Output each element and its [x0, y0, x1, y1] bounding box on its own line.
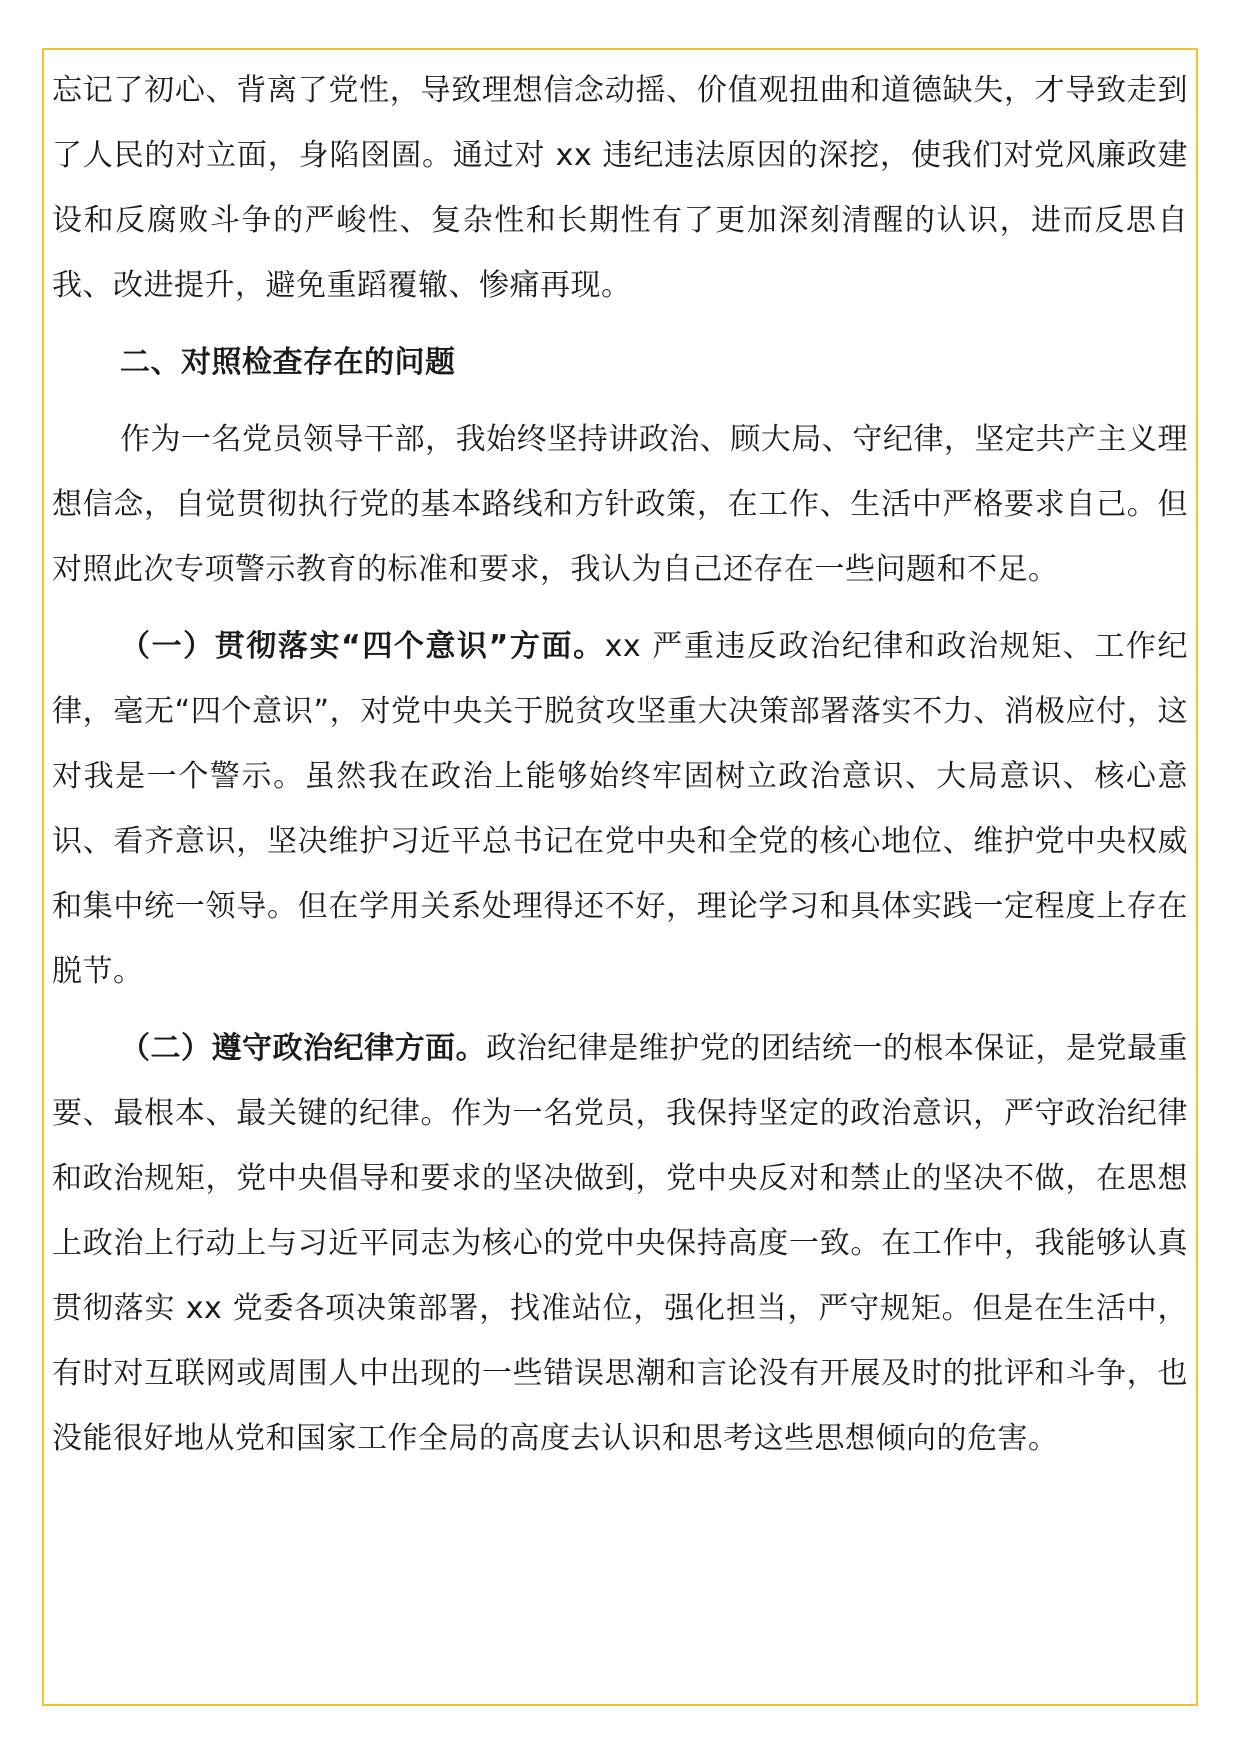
paragraph-item-1	[52, 614, 1188, 1004]
item-2-body: 政治纪律是维护党的团结统一的根本保证，是党最重要、最根本、最关键的纪律。作为一名党员，我保持坚定的政治意识，严守政治纪律和政治规矩，党中央倡导和要求的坚决做到，党中央反对和禁止的坚决不做，在思想上政治上行动上与习近平同志为核心的党中央保持高度一致。在工作中，我能够认真贯彻落实 xx 党委各项决策部署，找准站位，强化担当，严守规矩。但是在生活中，有时对互联网或周围人中出现的一些错误思潮和言论没有开展及时的批评和斗争，也没能很好地从党和国家工作全局的高度去认识和思考这些思想倾向的危害。	[52, 1031, 1189, 1456]
section-heading: 二、对照检查存在的问题	[120, 345, 456, 380]
item-2-title: （二）遵守政治纪律方面。	[120, 1031, 487, 1066]
document-body	[52, 58, 1188, 1471]
item-1-body: xx 严重违反政治纪律和政治规矩、工作纪律，毫无“四个意识”，对党中央关于脱贫攻坚重大决策部署落实不力、消极应付，这对我是一个警示。虽然我在政治上能够始终牢固树立政治意识、大局意识、核心意识、看齐意识，坚决维护习近平总书记在党中央和全党的核心地位、维护党中央权威和集中统一领导。但在学用关系处理得还不好，理论学习和具体实践一定程度上存在脱节。	[52, 629, 1188, 989]
item-1-title: （一）贯彻落实“四个意识”方面。	[120, 629, 605, 664]
paragraph-item-2	[52, 1016, 1188, 1471]
paragraph-overview: 作为一名党员领导干部，我始终坚持讲政治、顾大局、守纪律，坚定共产主义理想信念，自觉贯彻执行党的基本路线和方针政策，在工作、生活中严格要求自己。但对照此次专项警示教育的标准和要求，我认为自己还存在一些问题和不足。	[52, 422, 1188, 587]
paragraph-intro-continuation: 忘记了初心、背离了党性，导致理想信念动摇、价值观扭曲和道德缺失，才导致走到了人民的对立面，身陷囹圄。通过对 xx 违纪违法原因的深挖，使我们对党风廉政建设和反腐败斗争的严峻性、复杂性和长期性有了更加深刻清醒的认识，进而反思自我、改进提升，避免重蹈覆辙、惨痛再现。	[52, 73, 1188, 303]
